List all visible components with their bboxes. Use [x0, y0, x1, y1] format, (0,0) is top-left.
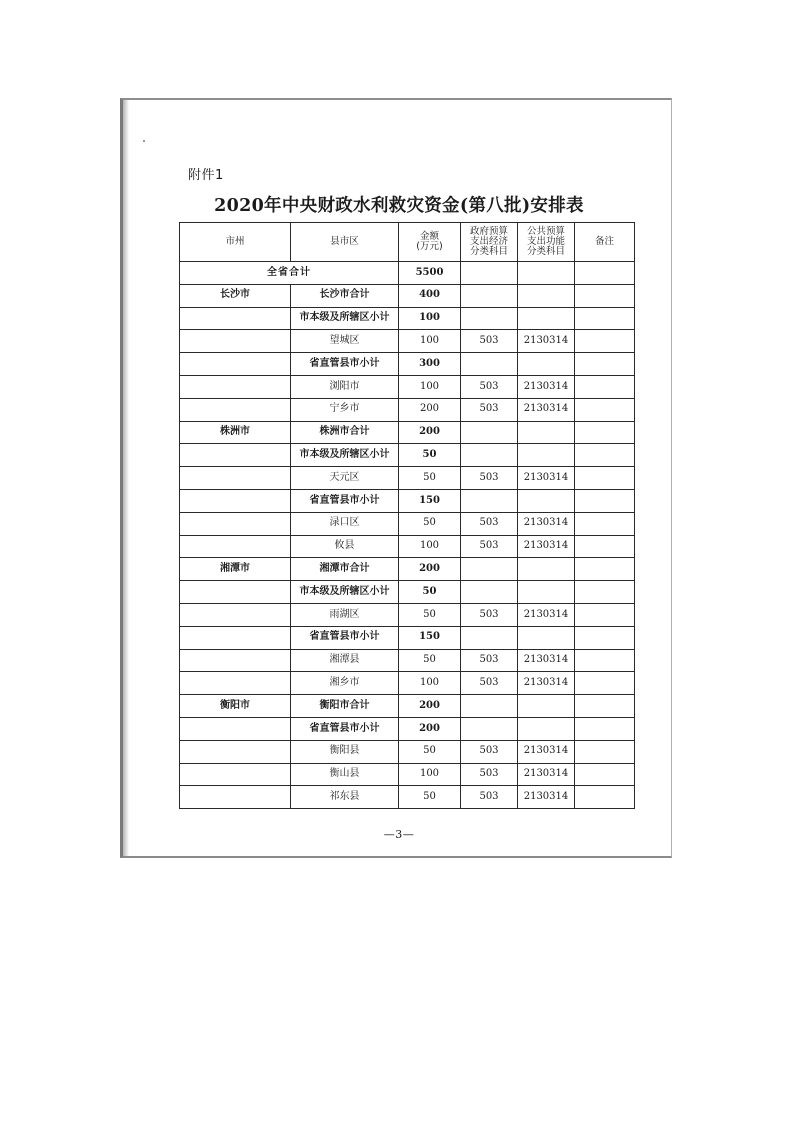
econ-class-cell: [461, 353, 518, 376]
county-cell: 浏阳市: [291, 375, 399, 398]
amount-cell: 50: [399, 740, 461, 763]
city-cell: [180, 740, 291, 763]
header-gov-line: 分类科目: [469, 245, 508, 257]
econ-class-cell: 503: [461, 786, 518, 809]
func-class-cell: 2130314: [518, 649, 575, 672]
county-cell: 市本级及所辖区小计: [291, 581, 399, 604]
county-cell: 长沙市合计: [291, 284, 399, 307]
county-cell: 湘潭县: [291, 649, 399, 672]
scan-speck: [143, 140, 145, 142]
remark-cell: [575, 353, 635, 376]
remark-cell: [575, 581, 635, 604]
table-row: [180, 467, 635, 490]
econ-class-cell: [461, 717, 518, 740]
amount-cell: 200: [399, 717, 461, 740]
func-class-cell: 2130314: [518, 740, 575, 763]
econ-class-cell: 503: [461, 535, 518, 558]
remark-cell: [575, 330, 635, 353]
amount-cell: 100: [399, 375, 461, 398]
amount-cell: 50: [399, 444, 461, 467]
func-class-cell: [518, 489, 575, 512]
city-cell: [180, 581, 291, 604]
header-pub-line: 公共预算: [526, 226, 565, 238]
city-cell: [180, 375, 291, 398]
city-cell: [180, 717, 291, 740]
econ-class-cell: 503: [461, 467, 518, 490]
table-row: [180, 284, 635, 307]
amount-cell: 100: [399, 763, 461, 786]
county-cell: 省直管县市小计: [291, 717, 399, 740]
header-pub-line: 支出功能: [526, 236, 565, 248]
remark-cell: [575, 489, 635, 512]
econ-class-cell: 503: [461, 740, 518, 763]
header-county: 县市区: [291, 223, 399, 262]
county-cell: 祁东县: [291, 786, 399, 809]
city-cell: [180, 398, 291, 421]
header-remark: 备注: [575, 223, 635, 262]
table-row: [180, 330, 635, 353]
remark-cell: [575, 535, 635, 558]
remark-cell: [575, 398, 635, 421]
city-cell: [180, 489, 291, 512]
county-cell: 省直管县市小计: [291, 489, 399, 512]
remark-cell: [575, 603, 635, 626]
remark-cell: [575, 740, 635, 763]
header-gov-line: 政府预算: [469, 226, 508, 238]
city-cell: 株洲市: [180, 421, 291, 444]
attachment-label: 附件1: [188, 168, 224, 183]
func-class-cell: [518, 284, 575, 307]
func-class-cell: 2130314: [518, 512, 575, 535]
county-cell: 衡阳市合计: [291, 695, 399, 718]
amount-cell: 50: [399, 786, 461, 809]
econ-class-cell: [461, 695, 518, 718]
table-row: [180, 353, 635, 376]
econ-class-cell: [461, 581, 518, 604]
table-row: [180, 444, 635, 467]
func-class-cell: [518, 444, 575, 467]
header-public-func-class: [518, 223, 575, 262]
county-cell: 衡山县: [291, 763, 399, 786]
city-cell: [180, 353, 291, 376]
remark-cell: [575, 558, 635, 581]
remark-cell: [575, 695, 635, 718]
table-row: [180, 740, 635, 763]
amount-cell: 50: [399, 649, 461, 672]
amount-cell: 200: [399, 558, 461, 581]
header-amount-unit: (万元): [416, 241, 443, 252]
county-cell: 攸县: [291, 535, 399, 558]
amount-cell: 100: [399, 672, 461, 695]
remark-cell: [575, 763, 635, 786]
header-amount-line: 金额: [419, 231, 439, 243]
header-pub-line: 分类科目: [526, 245, 565, 257]
amount-cell: 50: [399, 603, 461, 626]
table-row: [180, 581, 635, 604]
func-class-cell: [518, 353, 575, 376]
county-cell: 湘潭市合计: [291, 558, 399, 581]
allocation-table: [179, 222, 635, 809]
county-cell: 株洲市合计: [291, 421, 399, 444]
city-cell: [180, 467, 291, 490]
econ-class-cell: [461, 489, 518, 512]
econ-class-cell: [461, 558, 518, 581]
func-class-cell: 2130314: [518, 786, 575, 809]
city-cell: [180, 763, 291, 786]
county-cell: 雨湖区: [291, 603, 399, 626]
remark-cell: [575, 421, 635, 444]
amount-cell: 300: [399, 353, 461, 376]
amount-cell: 150: [399, 626, 461, 649]
table-row: [180, 626, 635, 649]
table-header-row: [180, 223, 635, 262]
table-row: [180, 672, 635, 695]
func-class-cell: 2130314: [518, 535, 575, 558]
remark-cell: [575, 626, 635, 649]
table-row: [180, 717, 635, 740]
remark-cell: [575, 512, 635, 535]
county-cell: 市本级及所辖区小计: [291, 307, 399, 330]
city-cell: [180, 307, 291, 330]
amount-cell: 100: [399, 330, 461, 353]
econ-class-cell: 503: [461, 375, 518, 398]
econ-class-cell: [461, 444, 518, 467]
amount-cell: 50: [399, 512, 461, 535]
econ-class-cell: 503: [461, 398, 518, 421]
econ-class-cell: [461, 421, 518, 444]
amount-cell: 200: [399, 695, 461, 718]
econ-class-cell: 503: [461, 603, 518, 626]
city-cell: [180, 330, 291, 353]
econ-class-cell: 503: [461, 330, 518, 353]
document-title: 2020年中央财政水利救灾资金(第八批)安排表: [214, 196, 584, 216]
func-class-cell: 2130314: [518, 398, 575, 421]
func-class-cell: [518, 695, 575, 718]
func-class-cell: 2130314: [518, 603, 575, 626]
remark-cell: [575, 672, 635, 695]
city-cell: 湘潭市: [180, 558, 291, 581]
econ-class-cell: [461, 284, 518, 307]
func-class-cell: [518, 581, 575, 604]
func-class-cell: 2130314: [518, 467, 575, 490]
county-cell: 省直管县市小计: [291, 353, 399, 376]
table-row: [180, 398, 635, 421]
func-class-cell: [518, 421, 575, 444]
city-cell: 衡阳市: [180, 695, 291, 718]
remark-cell: [575, 284, 635, 307]
econ-class-cell: [461, 307, 518, 330]
amount-cell: 100: [399, 307, 461, 330]
func-class-cell: 2130314: [518, 672, 575, 695]
county-cell: 宁乡市: [291, 398, 399, 421]
city-cell: 长沙市: [180, 284, 291, 307]
table-row: [180, 375, 635, 398]
table-cell: [575, 262, 635, 285]
func-class-cell: [518, 717, 575, 740]
table-row: [180, 649, 635, 672]
scanned-page: [120, 98, 672, 858]
amount-cell: 50: [399, 467, 461, 490]
econ-class-cell: 503: [461, 672, 518, 695]
func-class-cell: 2130314: [518, 763, 575, 786]
city-cell: [180, 444, 291, 467]
county-cell: 天元区: [291, 467, 399, 490]
econ-class-cell: 503: [461, 763, 518, 786]
city-cell: [180, 649, 291, 672]
county-cell: 市本级及所辖区小计: [291, 444, 399, 467]
remark-cell: [575, 375, 635, 398]
table-row: [180, 786, 635, 809]
county-cell: 湘乡市: [291, 672, 399, 695]
table-cell: [461, 262, 518, 285]
county-cell: 望城区: [291, 330, 399, 353]
table-row: [180, 763, 635, 786]
city-cell: [180, 672, 291, 695]
county-cell: 衡阳县: [291, 740, 399, 763]
county-cell: 省直管县市小计: [291, 626, 399, 649]
econ-class-cell: 503: [461, 512, 518, 535]
header-gov-line: 支出经济: [469, 236, 508, 248]
remark-cell: [575, 786, 635, 809]
header-amount: [399, 223, 461, 262]
amount-cell: 50: [399, 581, 461, 604]
remark-cell: [575, 467, 635, 490]
table-row: [180, 307, 635, 330]
func-class-cell: 2130314: [518, 375, 575, 398]
amount-cell: 100: [399, 535, 461, 558]
amount-cell: 150: [399, 489, 461, 512]
table-row: [180, 535, 635, 558]
table-body: [180, 262, 635, 809]
city-cell: [180, 603, 291, 626]
city-cell: [180, 626, 291, 649]
func-class-cell: [518, 626, 575, 649]
table-cell: [518, 262, 575, 285]
page-number: —3—: [383, 828, 415, 841]
table-row: [180, 695, 635, 718]
func-class-cell: 2130314: [518, 330, 575, 353]
city-cell: [180, 535, 291, 558]
table-row: [180, 512, 635, 535]
econ-class-cell: [461, 626, 518, 649]
remark-cell: [575, 649, 635, 672]
table-row: [180, 421, 635, 444]
city-cell: [180, 512, 291, 535]
county-cell: 渌口区: [291, 512, 399, 535]
grand-total-amount: 5500: [399, 262, 461, 285]
amount-cell: 200: [399, 421, 461, 444]
table-row: [180, 603, 635, 626]
table-row: [180, 558, 635, 581]
grand-total-row: [180, 262, 635, 285]
remark-cell: [575, 717, 635, 740]
grand-total-label: 全省合计: [180, 262, 399, 285]
amount-cell: 400: [399, 284, 461, 307]
header-city: 市州: [180, 223, 291, 262]
econ-class-cell: 503: [461, 649, 518, 672]
remark-cell: [575, 307, 635, 330]
amount-cell: 200: [399, 398, 461, 421]
city-cell: [180, 786, 291, 809]
func-class-cell: [518, 558, 575, 581]
remark-cell: [575, 444, 635, 467]
table-row: [180, 489, 635, 512]
func-class-cell: [518, 307, 575, 330]
header-gov-econ-class: [461, 223, 518, 262]
